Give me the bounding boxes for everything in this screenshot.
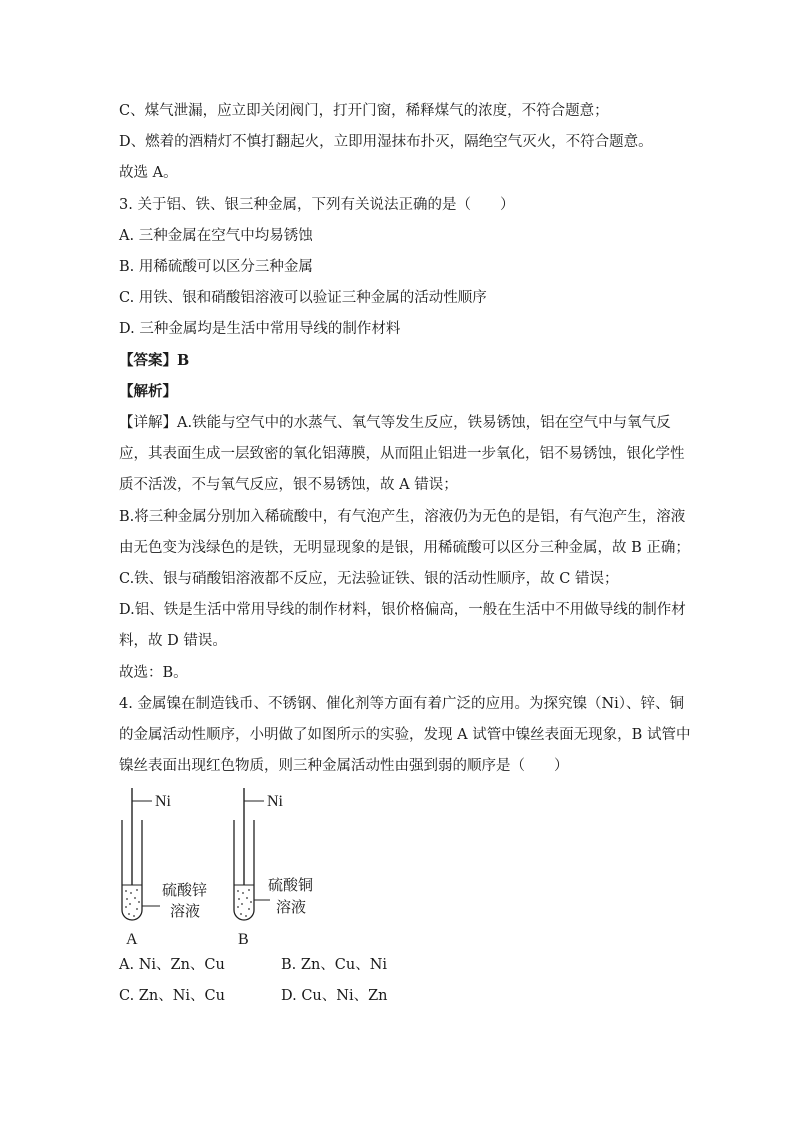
q3-detail-line: B.将三种金属分别加入稀硫酸中，有气泡产生，溶液仍为无色的是铝，有气泡产生，溶液 <box>119 509 686 525</box>
solution-label-a-line1: 硫酸锌 <box>162 883 208 899</box>
q3-detail-line: 料，故 D 错误。 <box>119 633 227 649</box>
q3-option-b: B. 用稀硫酸可以区分三种金属 <box>119 259 313 275</box>
q3-analysis-title: 【解析】 <box>119 383 177 400</box>
solution-label-a-line2: 溶液 <box>170 904 201 920</box>
q3-detail-line: 由无色变为浅绿色的是铁，无明显现象的是银，用稀硫酸可以区分三种金属，故 B 正确； <box>119 540 690 556</box>
test-tube-a <box>122 788 207 948</box>
q3-detail-line: C.铁、银与硝酸铝溶液都不反应，无法验证铁、银的活动性顺序，故 C 错误； <box>119 571 619 587</box>
test-tube-figure <box>110 784 350 954</box>
q3-detail-line: 【详解】A.铁能与空气中的水蒸气、氧气等发生反应，铁易锈蚀，铝在空气中与氧气反 <box>119 415 671 431</box>
q3-option-a: A. 三种金属在空气中均易锈蚀 <box>119 228 313 244</box>
q3-option-c: C. 用铁、银和硝酸铝溶液可以验证三种金属的活动性顺序 <box>119 290 487 306</box>
q3-detail-line: D.铝、铁是生活中常用导线的制作材料，银价格偏高，一般在生活中不用做导线的制作材 <box>119 602 686 618</box>
tube-label-b: B <box>238 931 249 948</box>
text-line-d: D、燃着的酒精灯不慎打翻起火，立即用湿抹布扑灭，隔绝空气灭火，不符合题意。 <box>119 134 653 150</box>
q4-stem-line: 镍丝表面出现红色物质，则三种金属活动性由强到弱的顺序是（ ） <box>119 758 569 774</box>
q3-detail-line: 应，其表面生成一层致密的氧化铝薄膜，从而阻止铝进一步氧化，铝不易锈蚀，银化学性 <box>119 446 685 462</box>
solution-label-b-line1: 硫酸铜 <box>268 878 314 894</box>
q4-stem-line: 的金属活动性顺序，小明做了如图所示的实验，发现 A 试管中镍丝表面无现象，B 试管中 <box>119 727 691 743</box>
q4-option-a: A. Ni、Zn、Cu <box>119 957 225 973</box>
q3-conclusion: 故选：B。 <box>119 665 188 681</box>
q3-stem: 3. 关于铝、铁、银三种金属，下列有关说法正确的是（ ） <box>119 197 515 213</box>
q3-option-d: D. 三种金属均是生活中常用导线的制作材料 <box>119 321 401 337</box>
tube-label-a: A <box>126 931 138 948</box>
text-line-conclusion: 故选 A。 <box>119 165 178 181</box>
q4-option-b: B. Zn、Cu、Ni <box>281 957 388 973</box>
text-line-c: C、煤气泄漏，应立即关闭阀门，打开门窗，稀释煤气的浓度，不符合题意； <box>119 103 609 119</box>
test-tube-b <box>234 788 313 948</box>
solution-label-b-line2: 溶液 <box>276 900 307 916</box>
q4-stem-line: 4. 金属镍在制造钱币、不锈钢、催化剂等方面有着广泛的应用。为探究镍（Ni）、锌、铜 <box>119 696 685 712</box>
q3-answer: 【答案】B <box>119 352 190 369</box>
metal-label-b: Ni <box>267 793 283 810</box>
metal-label-a: Ni <box>155 793 171 810</box>
q3-detail-line: 质不活泼，不与氧气反应，银不易锈蚀，故 A 错误； <box>119 477 458 493</box>
q4-option-c: C. Zn、Ni、Cu <box>119 988 225 1004</box>
q4-option-d: D. Cu、Ni、Zn <box>281 988 388 1004</box>
